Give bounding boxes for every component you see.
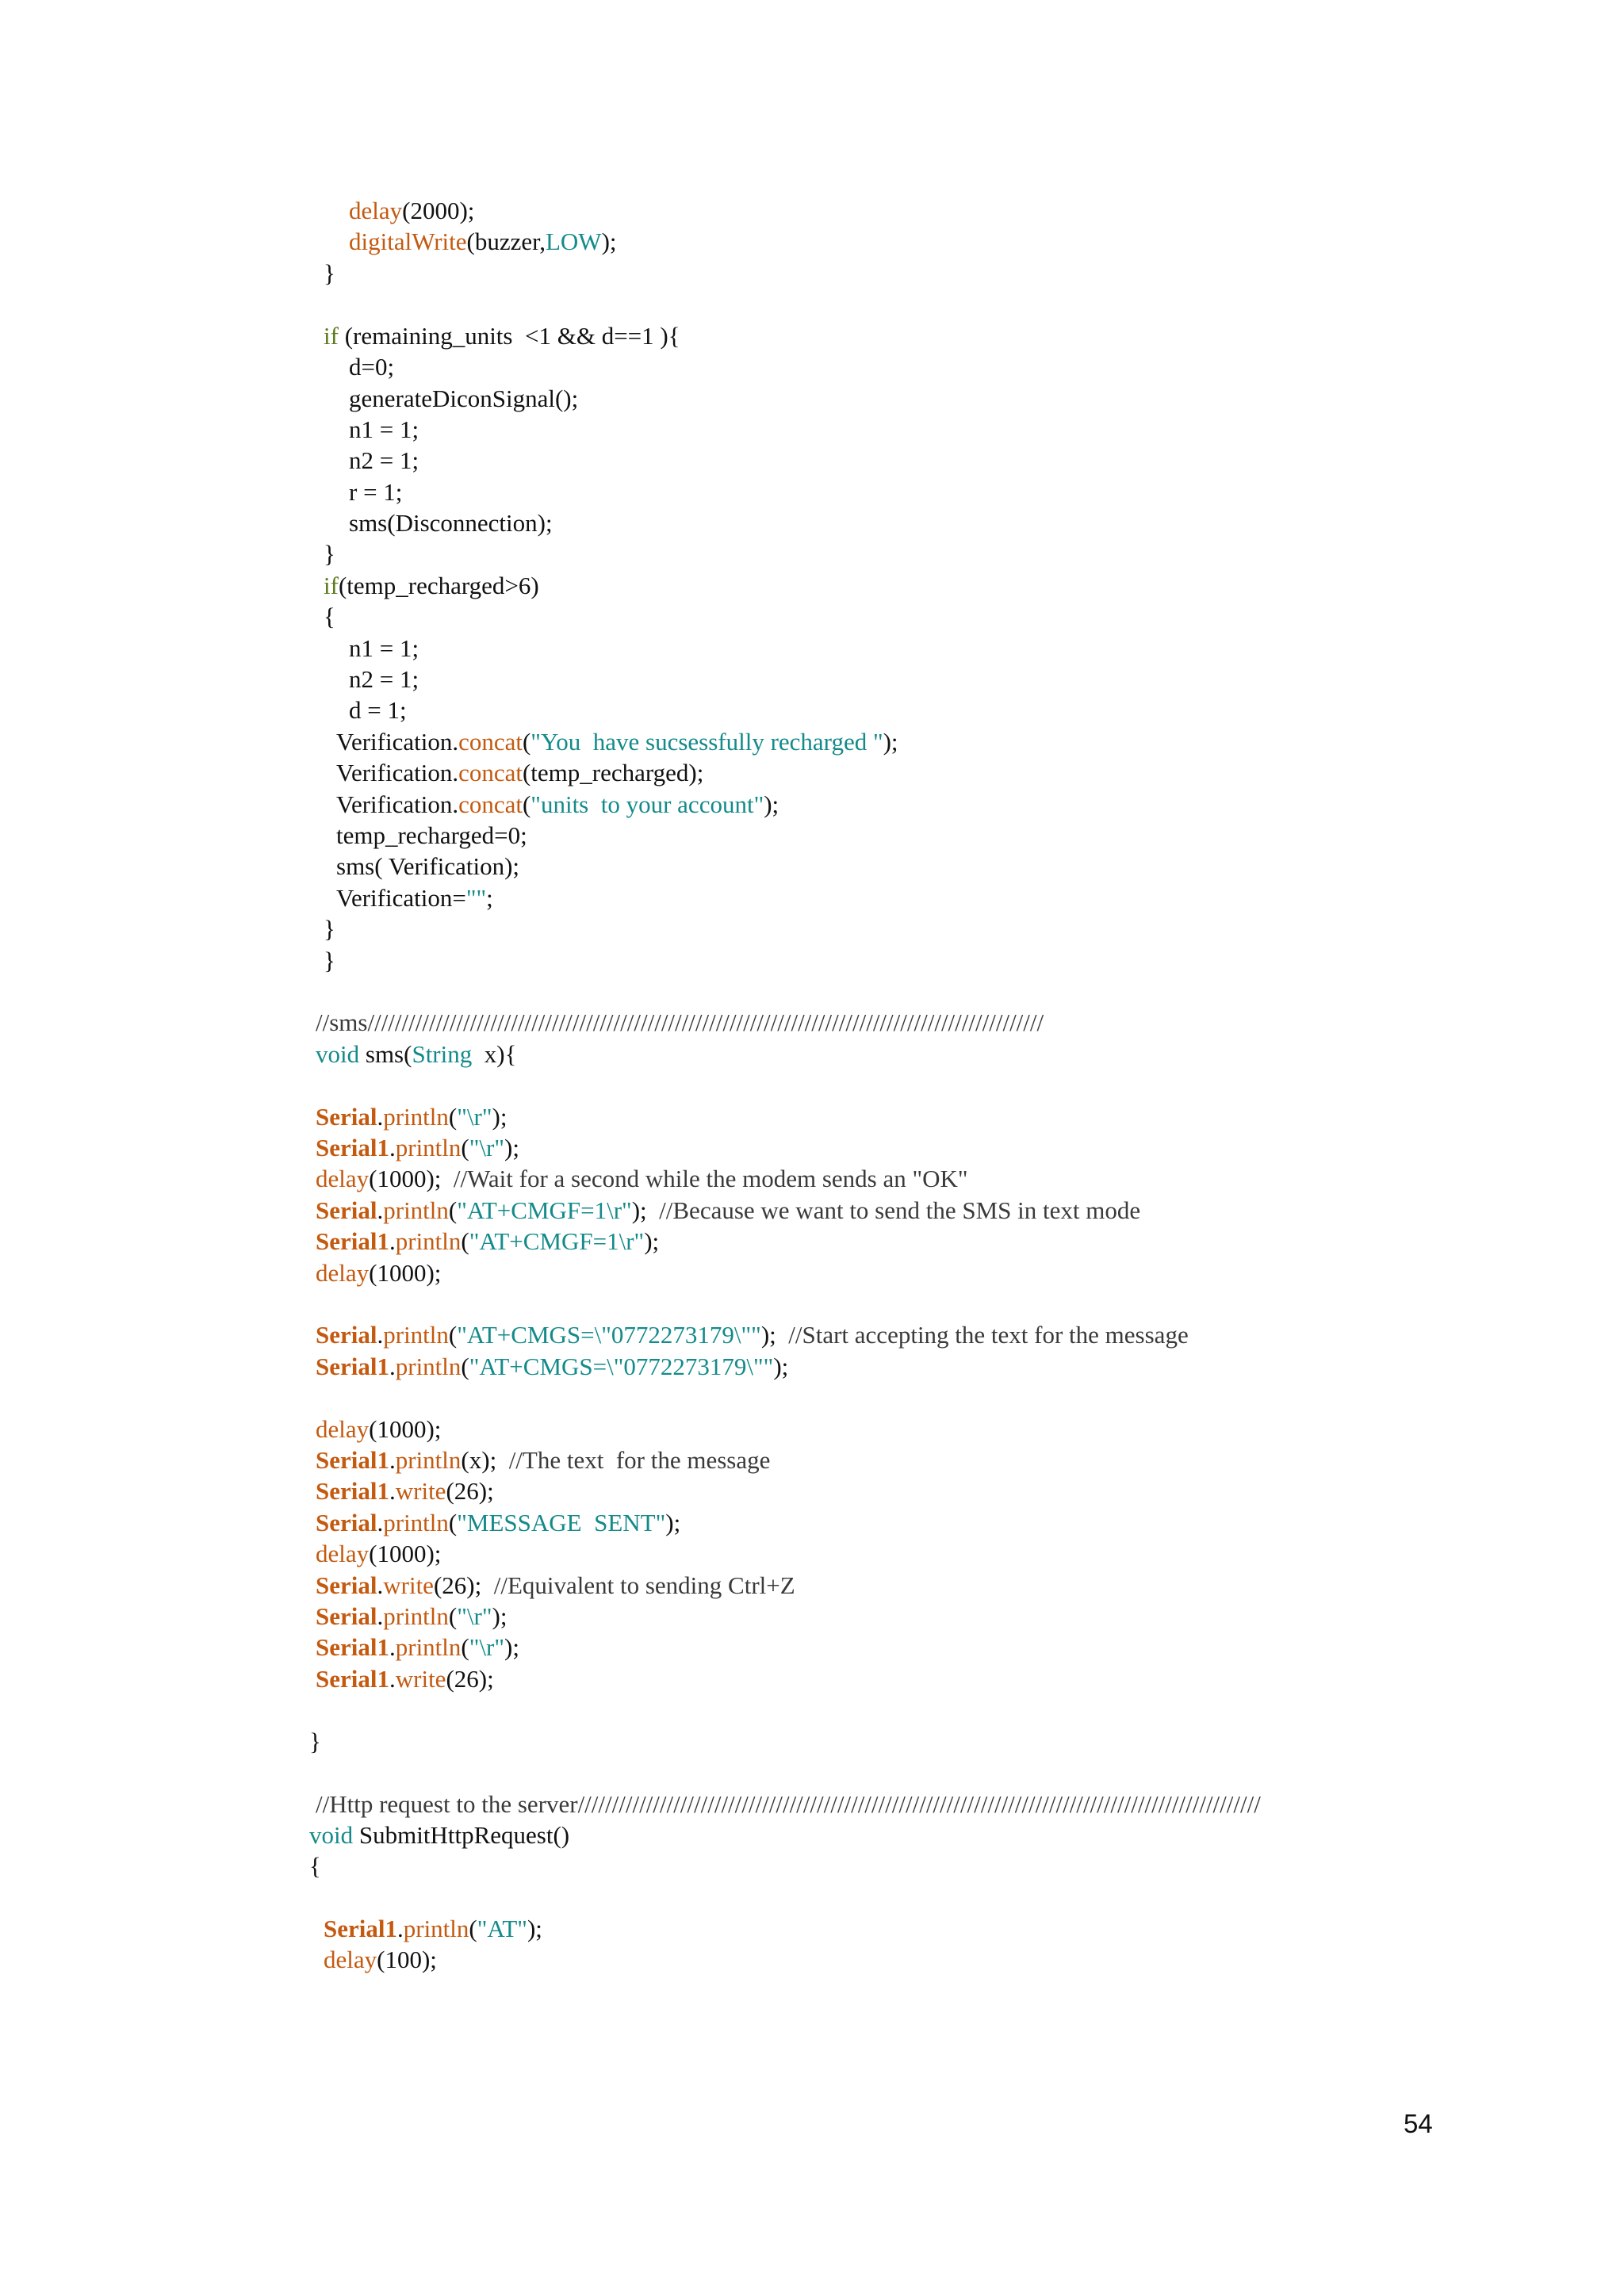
code-token: {: [309, 1852, 321, 1880]
code-token: write: [395, 1477, 446, 1505]
code-line: [349, 445, 419, 476]
code-token: (26);: [446, 1665, 494, 1693]
code-token: (temp_recharged>6): [338, 572, 539, 599]
code-line: [349, 195, 474, 227]
code-line: [349, 507, 553, 539]
code-line: [316, 1351, 788, 1383]
code-token: "AT+CMGF=1\r": [457, 1196, 632, 1224]
code-token: Serial1: [316, 1446, 389, 1474]
code-token: (buzzer,: [466, 228, 546, 255]
code-token: "AT+CMGF=1\r": [469, 1227, 645, 1255]
code-token: if: [324, 322, 339, 350]
code-line: [324, 1944, 437, 1976]
code-token: );: [760, 1321, 789, 1349]
code-token: println: [383, 1509, 449, 1536]
code-token: "AT": [477, 1915, 527, 1942]
code-line: [336, 851, 519, 882]
code-token: Verification.: [336, 759, 459, 786]
code-token: d = 1;: [349, 696, 407, 724]
code-token: (: [469, 1915, 477, 1942]
code-line: [316, 1601, 507, 1632]
code-token: //Http request to the server////////////////////////////////////////////////////////////////////////////////////////////////////: [316, 1790, 1261, 1818]
code-token: delay: [324, 1946, 377, 1973]
code-token: println: [383, 1103, 449, 1131]
code-line: [336, 789, 779, 821]
code-token: String: [412, 1040, 473, 1068]
code-token: .: [389, 1134, 396, 1161]
code-token: Serial1: [316, 1477, 389, 1505]
code-token: sms(Disconnection);: [349, 509, 553, 537]
code-token: "\r": [469, 1134, 504, 1161]
code-token: {: [324, 603, 335, 630]
code-line: [349, 383, 578, 415]
code-line: [316, 1475, 494, 1507]
code-token: println: [395, 1227, 462, 1255]
code-token: Serial: [316, 1602, 377, 1630]
code-token: );: [601, 228, 617, 255]
code-token: delay: [316, 1415, 370, 1443]
code-line: [316, 1132, 519, 1164]
code-token: }: [324, 259, 335, 287]
code-token: println: [383, 1321, 449, 1349]
code-token: n2 = 1;: [349, 446, 419, 474]
code-line: [324, 320, 680, 352]
code-token: (1000);: [369, 1415, 442, 1443]
code-token: //The text for the message: [508, 1446, 771, 1474]
code-token: );: [631, 1196, 660, 1224]
code-token: .: [389, 1665, 396, 1693]
code-line: [309, 1820, 569, 1851]
code-token: (: [461, 1227, 469, 1255]
code-line: [324, 258, 335, 289]
code-token: .: [389, 1227, 396, 1255]
code-line: [336, 882, 493, 914]
page-number: 54: [1404, 2109, 1433, 2138]
code-line: [316, 1632, 519, 1663]
code-token: ;: [486, 884, 493, 912]
code-token: }: [324, 915, 335, 943]
code-token: (: [448, 1103, 458, 1131]
code-token: );: [764, 790, 779, 818]
code-token: );: [644, 1227, 660, 1255]
code-line: [316, 1538, 441, 1570]
code-token: .: [377, 1321, 384, 1349]
code-token: println: [383, 1602, 449, 1630]
code-token: Serial: [316, 1509, 377, 1536]
code-line: [324, 601, 335, 633]
code-line: [316, 1257, 441, 1289]
code-line: [349, 664, 419, 695]
code-token: Verification.: [336, 728, 459, 756]
code-token: Serial1: [316, 1353, 389, 1380]
code-token: "units to your account": [530, 790, 764, 818]
code-token: (2000);: [402, 197, 475, 224]
code-token: generateDiconSignal();: [349, 385, 579, 412]
code-token: println: [395, 1134, 462, 1161]
code-token: sms(: [359, 1040, 412, 1068]
code-token: .: [377, 1571, 384, 1599]
code-token: (1000);: [369, 1165, 454, 1192]
code-token: );: [504, 1633, 519, 1661]
code-line: [324, 570, 539, 602]
code-token: concat: [458, 759, 523, 786]
code-line: [324, 913, 335, 945]
code-token: d=0;: [349, 353, 395, 381]
code-token: r = 1;: [349, 478, 403, 506]
code-token: "MESSAGE SENT": [457, 1509, 666, 1536]
code-token: n1 = 1;: [349, 415, 419, 443]
code-line: [316, 1570, 795, 1601]
code-token: println: [403, 1915, 469, 1942]
code-token: println: [395, 1353, 462, 1380]
code-token: );: [773, 1353, 789, 1380]
code-line: [316, 1039, 516, 1070]
code-token: }: [309, 1728, 321, 1755]
code-token: (: [522, 790, 531, 818]
code-token: (: [461, 1633, 469, 1661]
code-line: [349, 414, 419, 446]
code-token: (: [522, 728, 531, 756]
code-line: [316, 1226, 659, 1257]
code-token: "You have sucsessfully recharged ": [530, 728, 883, 756]
code-line: [316, 1507, 680, 1539]
code-token: delay: [316, 1165, 370, 1192]
code-token: .: [377, 1509, 384, 1536]
code-line: [316, 1663, 494, 1695]
code-token: "AT+CMGS=\"0772273179\"": [469, 1353, 774, 1380]
code-line: [336, 820, 527, 851]
code-line: [316, 1414, 441, 1445]
code-token: n2 = 1;: [349, 665, 419, 693]
code-token: Serial1: [316, 1134, 389, 1161]
code-token: (remaining_units <1 && d==1 ){: [338, 322, 680, 350]
code-token: sms( Verification);: [336, 852, 520, 880]
code-token: concat: [458, 790, 523, 818]
code-token: SubmitHttpRequest(): [353, 1821, 570, 1849]
code-token: x){: [472, 1040, 517, 1068]
code-line: [324, 1913, 542, 1945]
code-token: concat: [458, 728, 523, 756]
code-token: .: [389, 1633, 396, 1661]
code-token: );: [527, 1915, 542, 1942]
code-token: Serial1: [324, 1915, 397, 1942]
code-token: (: [461, 1353, 469, 1380]
code-line: [316, 1789, 1261, 1820]
code-token: (1000);: [369, 1540, 442, 1567]
code-token: Verification.: [336, 790, 459, 818]
code-token: delay: [316, 1540, 370, 1567]
code-token: Serial: [316, 1196, 377, 1224]
code-token: "": [465, 884, 487, 912]
code-token: );: [665, 1509, 681, 1536]
code-token: write: [395, 1665, 446, 1693]
code-token: println: [395, 1633, 462, 1661]
code-token: (: [448, 1602, 458, 1630]
code-token: "\r": [469, 1633, 504, 1661]
code-token: //Wait for a second while the modem sends an "OK": [453, 1165, 968, 1192]
code-token: "\r": [457, 1602, 492, 1630]
code-token: );: [492, 1602, 508, 1630]
code-token: //sms///////////////////////////////////////////////////////////////////////////////////////////////////: [316, 1008, 1044, 1036]
code-line: [349, 476, 402, 508]
code-line: [349, 226, 617, 258]
code-token: (1000);: [369, 1259, 442, 1287]
code-line: [316, 1319, 1189, 1351]
code-line: [349, 633, 419, 664]
code-token: .: [397, 1915, 404, 1942]
code-line: [324, 538, 335, 570]
code-token: //Because we want to send the SMS in text mode: [659, 1196, 1141, 1224]
code-token: .: [389, 1477, 396, 1505]
code-token: (temp_recharged);: [522, 759, 704, 786]
code-token: (: [461, 1134, 469, 1161]
code-token: );: [492, 1103, 508, 1131]
code-line: [316, 1445, 770, 1476]
code-token: );: [504, 1134, 519, 1161]
code-token: //Equivalent to sending Ctrl+Z: [493, 1571, 795, 1599]
code-line: [309, 1850, 321, 1882]
code-token: println: [383, 1196, 449, 1224]
code-line: [316, 1163, 968, 1195]
code-token: void: [316, 1040, 360, 1068]
code-token: temp_recharged=0;: [336, 821, 527, 849]
code-token: (100);: [377, 1946, 437, 1973]
code-token: }: [324, 540, 335, 568]
code-token: .: [377, 1103, 384, 1131]
code-token: (: [448, 1196, 458, 1224]
code-token: delay: [349, 197, 403, 224]
code-token: );: [883, 728, 898, 756]
code-token: Serial1: [316, 1633, 389, 1661]
code-token: }: [324, 947, 335, 974]
code-token: Verification=: [336, 884, 466, 912]
code-line: [316, 1101, 507, 1133]
code-token: //Start accepting the text for the message: [788, 1321, 1189, 1349]
code-token: Serial: [316, 1103, 377, 1131]
code-line: [336, 757, 703, 789]
code-token: (: [448, 1321, 458, 1349]
code-token: LOW: [545, 228, 602, 255]
code-token: "AT+CMGS=\"0772273179\"": [457, 1321, 761, 1349]
code-token: (26);: [433, 1571, 494, 1599]
code-token: (26);: [446, 1477, 494, 1505]
code-token: if: [324, 572, 339, 599]
code-token: Serial: [316, 1321, 377, 1349]
code-line: [324, 945, 335, 977]
code-line: [349, 351, 394, 383]
code-token: (x);: [461, 1446, 509, 1474]
code-token: println: [395, 1446, 462, 1474]
code-line: [309, 1726, 321, 1758]
code-token: .: [377, 1196, 384, 1224]
code-token: Serial1: [316, 1227, 389, 1255]
code-token: Serial1: [316, 1665, 389, 1693]
code-token: .: [377, 1602, 384, 1630]
code-token: (: [448, 1509, 458, 1536]
code-token: void: [309, 1821, 354, 1849]
code-line: [349, 695, 407, 726]
code-token: delay: [316, 1259, 370, 1287]
code-token: digitalWrite: [349, 228, 467, 255]
code-token: n1 = 1;: [349, 634, 419, 662]
code-line: [316, 1007, 1044, 1039]
code-token: .: [389, 1446, 396, 1474]
code-token: "\r": [457, 1103, 492, 1131]
code-token: write: [383, 1571, 434, 1599]
code-line: [336, 726, 898, 758]
code-token: Serial: [316, 1571, 377, 1599]
code-token: .: [389, 1353, 396, 1380]
code-line: [316, 1195, 1140, 1226]
